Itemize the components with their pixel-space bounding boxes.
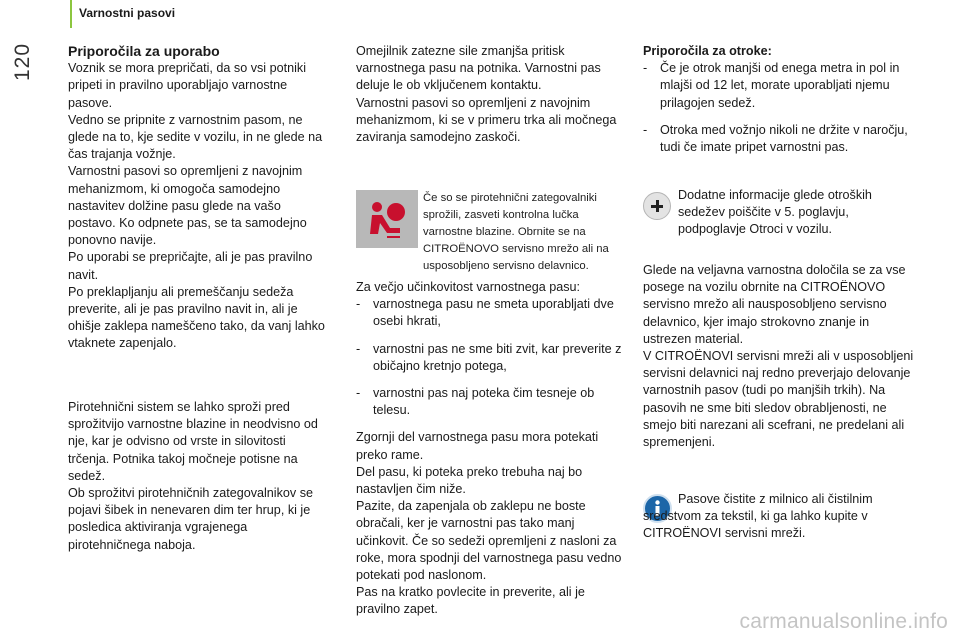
info-note-text: Pasove čistite z milnico ali čistilnim sredstvom za tekstil, ki ga lahko kupite v CITROËNOVI servisni mreži.	[643, 492, 873, 541]
efficiency-para-3: Pazite, da zapenjala ob zaklepu ne boste obračali, ker je varnostni pas tako manj učinkovit. Če so sedeži opremljeni z nasloni za roke, mora spodnji del varnostnega pasu vedno potekati pod naslonom.	[356, 499, 622, 583]
plus-note	[678, 187, 908, 239]
column-children	[643, 43, 913, 166]
list-item: - varnostnega pasu ne smeta uporabljati dve osebi hkrati,	[356, 296, 628, 330]
list-item: - Če je otrok manjši od enega metra in pol in mlajši od 12 let, morate uporabljati njemu prilagojen sedež.	[643, 60, 913, 112]
usage-para-2: Vedno se pripnite z varnostnim pasom, ne glede na to, kje sedite v vozilu, in ne glede na čas trajanja vožnje.	[68, 112, 323, 162]
usage-para-3: Varnostni pasovi so opremljeni z navojnim mehanizmom, ki omogoča samodejno nastavitev dolžine pasu glede na vašo postavo. Ko odpnete pas, se ta samodejno ponovno navije.	[68, 164, 307, 248]
airbag-warning-icon	[356, 190, 418, 248]
column-limiter	[356, 43, 626, 146]
plus-icon	[643, 192, 671, 220]
efficiency-para-2: Del pasu, ki poteka preko trebuha naj bo nastavljen čim niže.	[356, 464, 583, 497]
section-title: Varnostni pasovi	[79, 6, 176, 20]
limiter-para-1: Omejilnik zatezne sile zmanjša pritisk varnostnega pasu na potnika. Varnostni pas deluje le ob vključenem kontaktu.	[356, 44, 601, 93]
efficiency-para-4: Pas na kratko povlecite in preverite, ali je pravilno zapet.	[356, 585, 585, 617]
accent-bar	[70, 0, 72, 28]
usage-heading: Priporočila za uporabo	[68, 43, 220, 59]
watermark: carmanualsonline.info	[739, 610, 948, 633]
list-item: - varnostni pas ne sme biti zvit, kar preverite z običajno kretnjo potega,	[356, 341, 628, 375]
info-note	[643, 491, 915, 543]
efficiency-list	[356, 296, 628, 419]
airbag-note: Če so se pirotehnični zategovalniki sprožili, zasveti kontrolna lučka varnostne blazine. Obrnite se na CITROËNOVO servisno mrežo ali na usposobljeno servisno delavnico.	[423, 192, 609, 272]
efficiency-para-1: Zgornji del varnostnega pasu mora potekati preko rame.	[356, 430, 599, 462]
service-para-1: Glede na veljavna varnostna določila se za vse posege na vozilu obrnite na CITROËNOVO servisno mrežo ali nausposobljeno servisno delavnico, kjer imajo strokovno znanje in ustrezen material.	[643, 263, 906, 346]
list-item: - Otroka med vožnjo nikoli ne držite v naročju, tudi če imate pripet varnostni pas.	[643, 122, 913, 156]
plus-note-text: Dodatne informacije glede otroških sedežev poiščite v 5. poglavju, podpoglavje Otroci v vozilu.	[678, 188, 872, 237]
pyro-para-2: Ob sprožitvi pirotehničnih zategovalnikov se pojavi šibek in nenevaren dim ter hrup, ki je posledica aktiviranja vgrajenega pirotehničnega naboja.	[68, 486, 314, 552]
column-pyrotechnic	[68, 399, 328, 554]
usage-para-5: Po preklapljanju ali premeščanju sedeža preverite, ali je pas pravilno navit in, ali je ohišje zaklepa nameščeno tako, da vanj lahko vtaknete zapenjalo.	[68, 284, 325, 351]
page-number: 120	[11, 42, 34, 82]
pyro-para-1: Pirotehnični sistem se lahko sproži pred sprožitvijo varnostne blazine in neodvisno od nje, kar je odvisno od vrste in silovitosti trčenja. Potnika takoj močneje potisne na sedež.	[68, 400, 318, 483]
column-usage	[68, 43, 328, 353]
usage-para-1: Voznik se mora prepričati, da so vsi potniki pripeti in pravilno uporabljajo varnostne pasove.	[68, 61, 306, 110]
children-heading: Priporočila za otroke:	[643, 44, 772, 58]
service-para-2: V CITROËNOVI servisni mreži ali v usposobljeni servisni delavnici naj redno preverjajo delovanje varnostnih pasov (tudi po manjših trkih). Na pasovih ne sme biti sledov obrabljenosti, ne smejo biti narezani ali scefrani, ne predelani ali spremenjeni.	[643, 349, 914, 450]
children-list	[643, 60, 913, 156]
usage-para-4: Po uporabi se prepričajte, ali je pas pravilno navit.	[68, 250, 313, 282]
limiter-para-2: Varnostni pasovi so opremljeni z navojnim mehanizmom, ki se v primeru trka ali močnega zaviranja samodejno zaskoči.	[356, 95, 617, 145]
list-item: - varnostni pas naj poteka čim tesneje ob telesu.	[356, 385, 628, 419]
column-service	[643, 262, 915, 451]
efficiency-intro: Za večjo učinkovitost varnostnega pasu:	[356, 280, 581, 294]
column-efficiency	[356, 279, 628, 619]
